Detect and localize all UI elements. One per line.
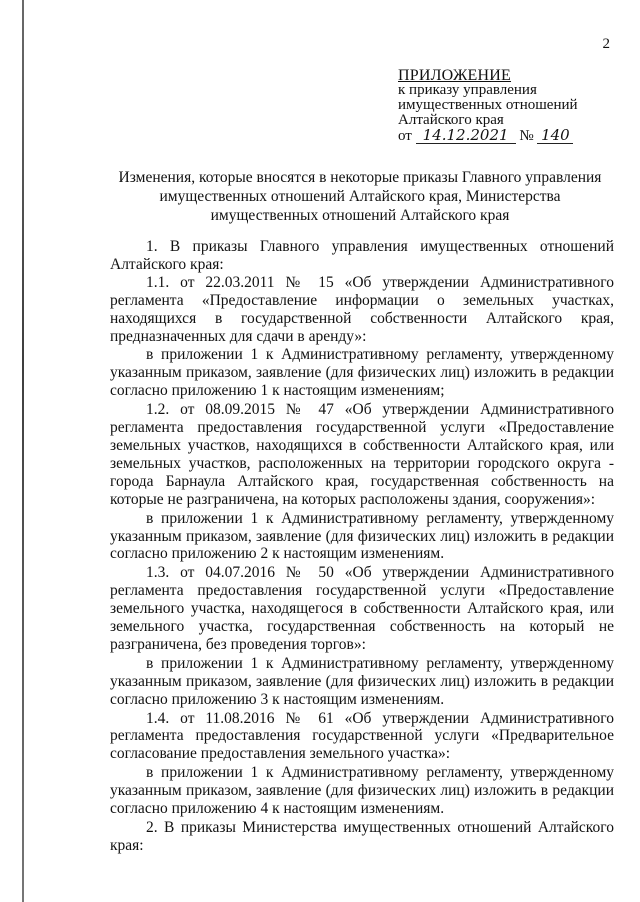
handwritten-date: 14.12.2021 (416, 128, 516, 144)
scan-binding-line (22, 0, 24, 902)
paragraph: в приложении 1 к Административному регламенту, утвержденному указанным приказом, заявление (для физических лиц) изложить в редакции согласно приложению 3 к настоящим изменениям. (110, 654, 614, 708)
document-heading: Изменения, которые вносятся в некоторые приказы Главного управления имущественных отношений Алтайского края, Министерства имущественных отношений Алтайского края (118, 169, 602, 224)
paragraph: в приложении 1 к Административному регламенту, утвержденному указанным приказом, заявление (для физических лиц) изложить в редакции согласно приложению 4 к настоящим изменениям. (110, 764, 614, 818)
appendix-block (398, 68, 618, 144)
document-body (110, 238, 614, 855)
paragraph: в приложении 1 к Административному регламенту, утвержденному указанным приказом, заявление (для физических лиц) изложить в редакции согласно приложению 1 к настоящим изменениям; (110, 346, 614, 400)
paragraph: 1.3. от 04.07.2016 № 50 «Об утверждении Административного регламента предоставления государственной услуги «Предоставление земельного участка, находящегося в собственности Алтайского края, или земельного участка, государственная собственность на который не разграничена, без проведения торгов»: (110, 564, 614, 653)
date-prefix: от (398, 128, 412, 144)
appendix-title: ПРИЛОЖЕНИЕ (398, 67, 512, 84)
number-prefix: № (519, 128, 534, 144)
paragraph: 1.1. от 22.03.2011 № 15 «Об утверждении Административного регламента «Предоставление информации о земельных участках, находящихся в государственной собственности Алтайского края, предназначенных для сдачи в аренду»: (110, 273, 614, 345)
paragraph: 1.4. от 11.08.2016 № 61 «Об утверждении Административного регламента предоставления государственной услуги «Предварительное согласование предоставления земельного участка»: (110, 709, 614, 763)
appendix-date-line (398, 128, 618, 144)
handwritten-number: 140 (537, 128, 573, 144)
appendix-line-1: к приказу управления (398, 82, 537, 98)
paragraph: в приложении 1 к Административному регламенту, утвержденному указанным приказом, заявление (для физических лиц) изложить в редакции согласно приложению 2 к настоящим изменениям. (110, 509, 614, 563)
page-number: 2 (602, 36, 610, 52)
paragraph: 2. В приказы Министерства имущественных отношений Алтайского края: (110, 819, 614, 854)
appendix-line-2: имущественных отношений (398, 97, 578, 113)
appendix-line-3: Алтайского края (398, 112, 504, 128)
paragraph: 1.2. от 08.09.2015 № 47 «Об утверждении Административного регламента предоставления государственной услуги «Предоставление земельных участков, находящихся в собственности Алтайского края, или земельных участков, расположенных на территории городского округа - города Барнаула Алтайского края, государственная собственность на которые не разграничена, на которых расположены здания, сооружения»: (110, 401, 614, 508)
paragraph: 1. В приказы Главного управления имущественных отношений Алтайского края: (110, 238, 614, 273)
